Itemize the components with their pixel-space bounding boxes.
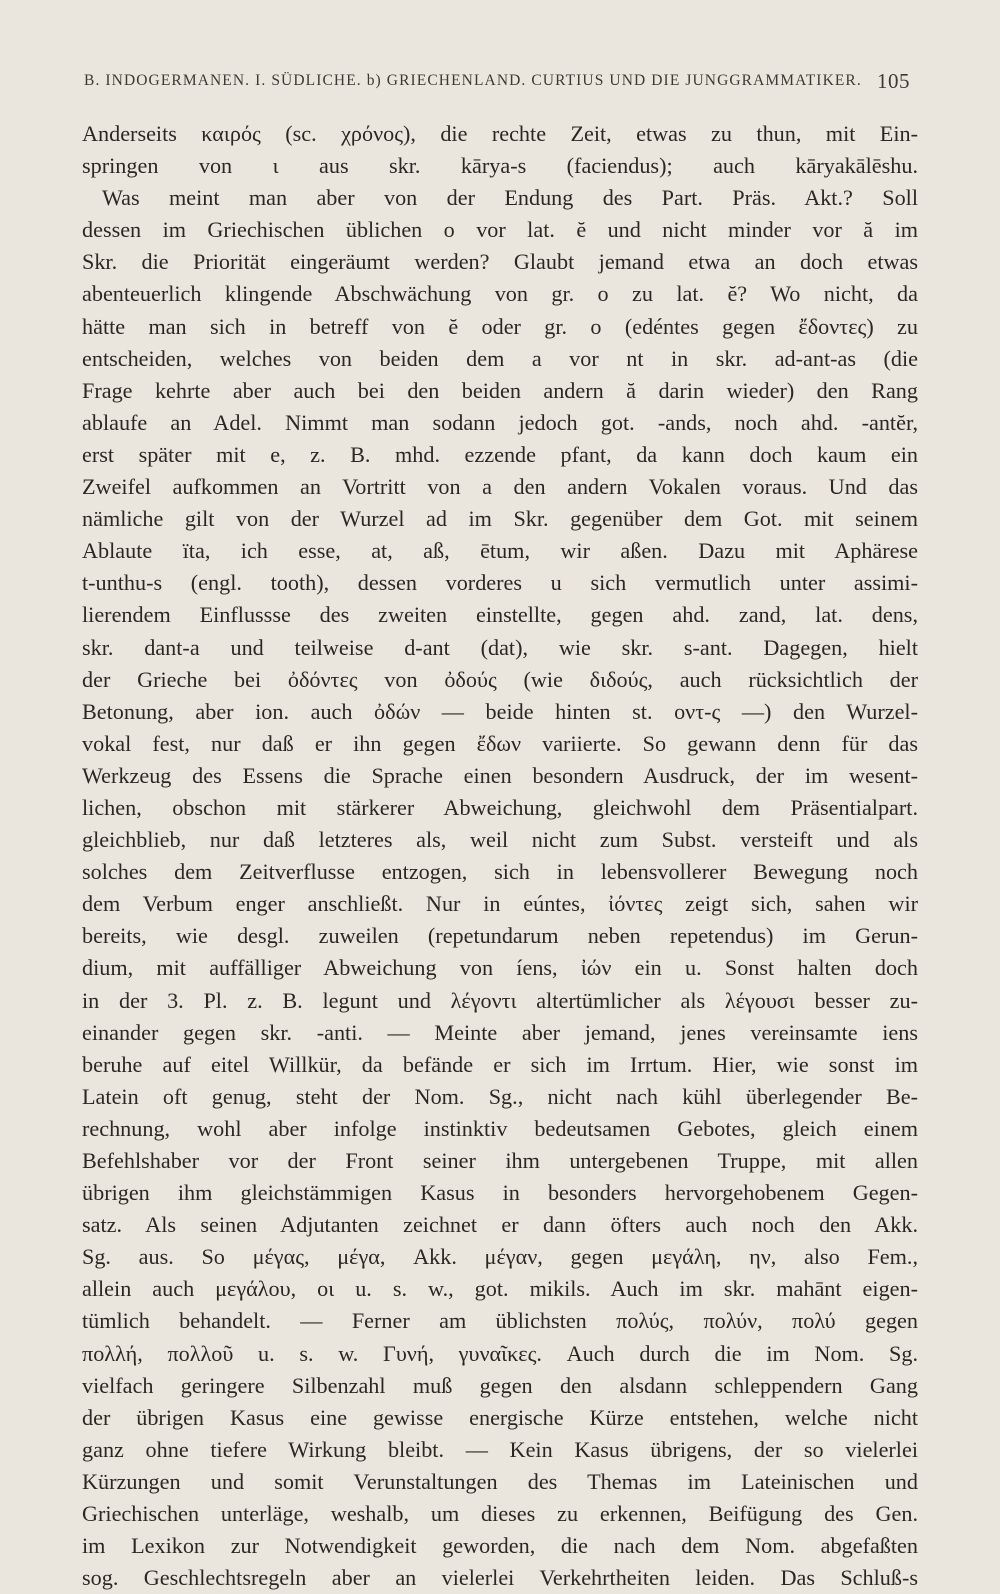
text-line: im Lexikon zur Notwendigkeit geworden, die nach dem Nom. abgefaßten [82,1533,918,1559]
text-line: hätte man sich in betreff von ĕ oder gr. o (edéntes gegen ἔδοντες) zu [82,313,918,339]
text-line: bereits, wie desgl. zuweilen (repetundarum neben repetendus) im Gerun- [82,923,918,949]
text-line: dessen im Griechischen üblichen o vor lat. ĕ und nicht minder vor ă im [82,217,918,243]
text-line: sog. Geschlechtsregeln aber an vielerlei Verkehrtheiten leiden. Das Schluß-s [82,1565,918,1591]
text-line: vielfach geringere Silbenzahl muß gegen den alsdann schleppendern Gang [82,1372,918,1398]
text-line: Latein oft genug, steht der Nom. Sg., nicht nach kühl überlegender Be- [82,1083,918,1109]
text-line: Frage kehrte aber auch bei den beiden andern ă darin wieder) den Rang [82,377,918,403]
text-line: solches dem Zeitverflusse entzogen, sich in lebensvollerer Bewegung noch [82,859,918,885]
text-line: der übrigen Kasus eine gewisse energische Kürze entstehen, welche nicht [82,1404,918,1430]
text-line: ablaufe an Adel. Nimmt man sodann jedoch got. -ands, noch ahd. -antĕr, [82,409,918,435]
text-line: skr. dant-a und teilweise d-ant (dat), wie skr. s-ant. Dagegen, hielt [82,634,918,660]
text-line: nämliche gilt von der Wurzel ad im Skr. gegenüber dem Got. mit seinem [82,506,918,532]
text-line: vokal fest, nur daß er ihn gegen ἔδων variierte. So gewann denn für das [82,730,918,756]
text-line: Werkzeug des Essens die Sprache einen besondern Ausdruck, der im wesent- [82,762,918,788]
text-line: Was meint man aber von der Endung des Part. Präs. Akt.? Soll [102,185,918,211]
text-line: gleichblieb, nur daß letzteres als, weil nicht zum Subst. versteift und als [82,827,918,853]
text-line: Kürzungen und somit Verunstaltungen des Themas im Lateinischen und [82,1468,918,1494]
text-line: in der 3. Pl. z. B. legunt und λέγοντι altertümlicher als λέγουσι besser zu- [82,987,918,1013]
text-line: der Grieche bei ὀδόντες von ὀδούς (wie διδούς, auch rücksichtlich der [82,666,918,692]
text-line: satz. Als seinen Adjutanten zeichnet er dann öfters auch noch den Akk. [82,1212,918,1238]
text-line: beruhe auf eitel Willkür, da befände er sich im Irrtum. Hier, wie sonst im [82,1051,918,1077]
text-line: lierendem Einflussse des zweiten einstellte, gegen ahd. zand, lat. dens, [82,602,918,628]
text-line: übrigen ihm gleichstämmigen Kasus in besonders hervorgehobenem Gegen- [82,1180,918,1206]
running-title: B. INDOGERMANEN. I. SÜDLICHE. b) GRIECHENLAND. CURTIUS UND DIE JUNGGRAMMATIKER. [84,72,862,89]
text-line: lichen, obschon mit stärkerer Abweichung, gleichwohl dem Präsentialpart. [82,794,918,820]
text-line: tümlich behandelt. — Ferner am üblichsten πολύς, πολύν, πολύ gegen [82,1308,918,1334]
text-line: dium, mit auffälliger Abweichung von íens, ἰών ein u. Sonst halten doch [82,955,918,981]
text-line: einander gegen skr. -anti. — Meinte aber jemand, jenes vereinsamte iens [82,1019,918,1045]
body-text [82,118,918,1594]
text-line: allein auch μεγάλου, οι u. s. w., got. mikils. Auch im skr. mahānt eigen- [82,1276,918,1302]
text-line: Sg. aus. So μέγας, μέγα, Akk. μέγαν, gegen μεγάλη, ην, also Fem., [82,1244,918,1270]
text-line: Anderseits καιρός (sc. χρόνος), die rechte Zeit, etwas zu thun, mit Ein- [82,121,918,146]
page-number: 105 [877,69,910,93]
text-line: rechnung, wohl aber infolge instinktiv bedeutsamen Gebotes, gleich einem [82,1115,918,1141]
text-line: Ablaute ïta, ich esse, at, aß, ētum, wir aßen. Dazu mit Aphärese [82,538,918,564]
text-line: dem Verbum enger anschließt. Nur in eúntes, ἰόντες zeigt sich, sahen wir [82,891,918,917]
text-line: t-unthu-s (engl. tooth), dessen vorderes u sich vermutlich unter assimi- [82,570,918,596]
text-line: πολλή, πολλοῦ u. s. w. Γυνή, γυναῖκες. Auch durch die im Nom. Sg. [82,1340,918,1366]
text-line: Betonung, aber ion. auch ὀδών — beide hinten st. οντ-ς —) den Wurzel- [82,698,918,724]
text-line: Befehlshaber vor der Front seiner ihm untergebenen Truppe, mit allen [82,1148,918,1173]
text-line: entscheiden, welches von beiden dem a vor nt in skr. ad-ant-as (die [82,345,918,371]
running-header [84,66,910,96]
text-line: ganz ohne tiefere Wirkung bleibt. — Kein Kasus übrigens, der so vielerlei [82,1436,918,1462]
text-line: Griechischen unterläge, weshalb, um dieses zu erkennen, Beifügung des Gen. [82,1501,918,1527]
text-line: abenteuerlich klingende Abschwächung von gr. o zu lat. ĕ? Wo nicht, da [82,281,918,307]
text-line: springen von ι aus skr. kārya-s (faciendus); auch kāryakālēshu. [82,153,918,179]
text-line: Skr. die Priorität eingeräumt werden? Glaubt jemand etwa an doch etwas [82,249,918,275]
text-line: Zweifel aufkommen an Vortritt von a den andern Vokalen voraus. Und das [82,474,918,500]
text-line: erst später mit e, z. B. mhd. ezzende pfant, da kann doch kaum ein [82,441,918,467]
